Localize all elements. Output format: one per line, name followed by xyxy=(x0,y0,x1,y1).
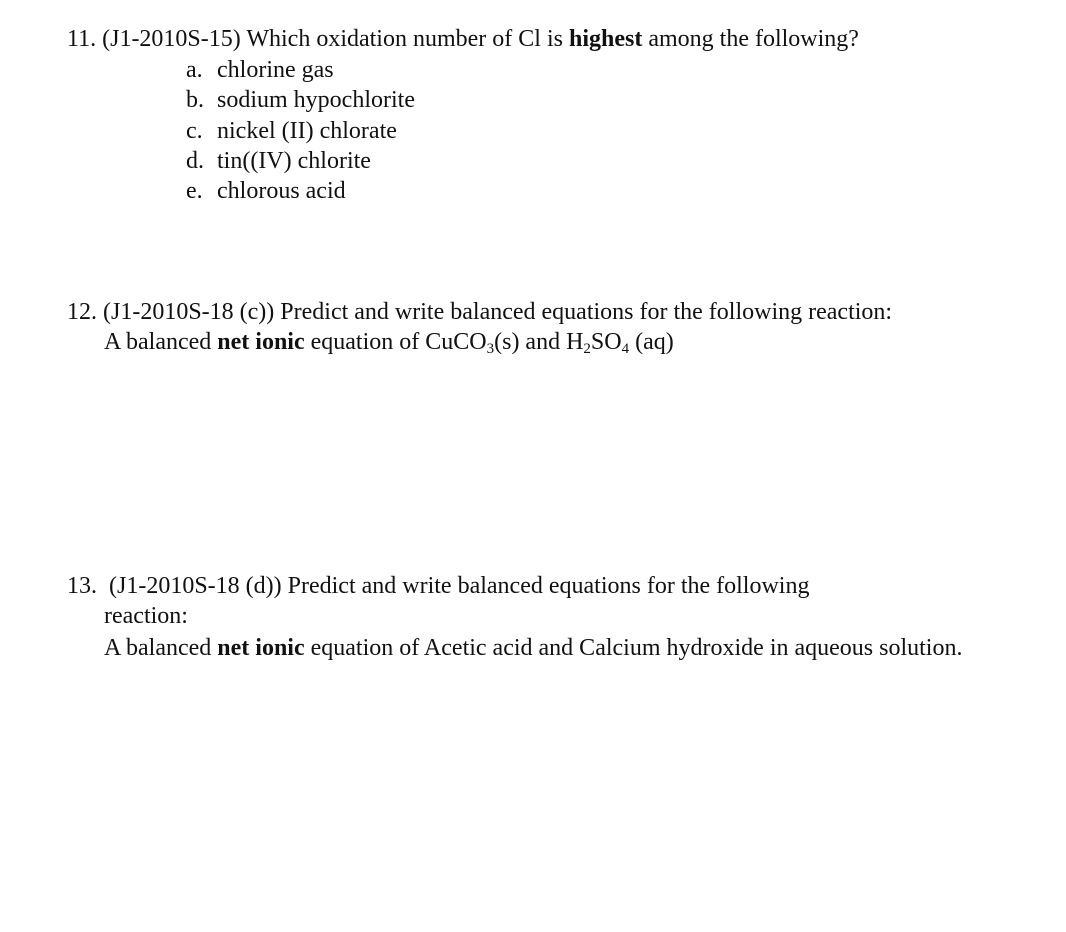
option-e xyxy=(186,176,415,206)
question-12 xyxy=(67,297,892,327)
option-a xyxy=(186,55,415,85)
question-11-options xyxy=(186,55,415,206)
question-11-number: 11. xyxy=(67,26,97,52)
question-12-line2-mid3: SO xyxy=(590,329,622,355)
question-11-text-after: among the following? xyxy=(648,26,859,52)
question-13-body xyxy=(104,633,979,663)
question-13-number: 13. xyxy=(67,573,97,599)
question-12-prompt: Predict and write balanced equations for the following reaction: xyxy=(280,299,893,325)
question-13-code: (J1-2010S-18 (d)) xyxy=(109,573,282,599)
option-c xyxy=(186,116,415,146)
option-letter: d. xyxy=(186,147,204,174)
question-13-prompt: Predict and write balanced equations for the following xyxy=(287,573,810,599)
question-11-code: (J1-2010S-15) xyxy=(102,26,241,52)
question-12-code: (J1-2010S-18 (c)) xyxy=(103,299,275,325)
question-12-line2-mid2: (s) and H xyxy=(494,329,584,355)
option-letter: e. xyxy=(186,178,203,205)
question-12-line2-end: (aq) xyxy=(635,329,674,355)
question-12-line2-mid: equation of CuCO xyxy=(310,329,487,355)
question-13-emphasis: net ionic xyxy=(217,635,305,661)
subscript: 4 xyxy=(621,341,630,357)
question-13-body-after: equation of Acetic acid and Calcium hydroxide in aqueous solution. xyxy=(310,635,963,661)
option-b xyxy=(186,85,415,115)
question-13-prompt-cont: reaction: xyxy=(104,603,188,629)
subscript: 2 xyxy=(583,341,591,357)
option-letter: c. xyxy=(186,117,203,144)
question-12-line2 xyxy=(104,327,674,357)
subscript: 3 xyxy=(486,341,495,357)
question-11-text-before: Which oxidation number of Cl is xyxy=(246,26,563,52)
option-d xyxy=(186,146,415,176)
question-11-emphasis: highest xyxy=(568,26,643,52)
question-13 xyxy=(67,571,809,601)
question-13-body-before: A balanced xyxy=(104,635,212,661)
option-letter: a. xyxy=(186,57,203,83)
question-11 xyxy=(67,24,859,54)
question-12-emphasis: net ionic xyxy=(217,329,305,355)
option-letter: b. xyxy=(186,87,204,114)
option-text: chlorous acid xyxy=(217,178,346,205)
option-text: chlorine gas xyxy=(217,57,334,83)
option-text: nickel (II) chlorate xyxy=(217,117,397,144)
option-text: sodium hypochlorite xyxy=(217,87,415,114)
option-text: tin((IV) chlorite xyxy=(217,147,371,174)
question-12-number: 12. xyxy=(67,299,97,325)
question-12-line2-before: A balanced xyxy=(104,329,212,355)
